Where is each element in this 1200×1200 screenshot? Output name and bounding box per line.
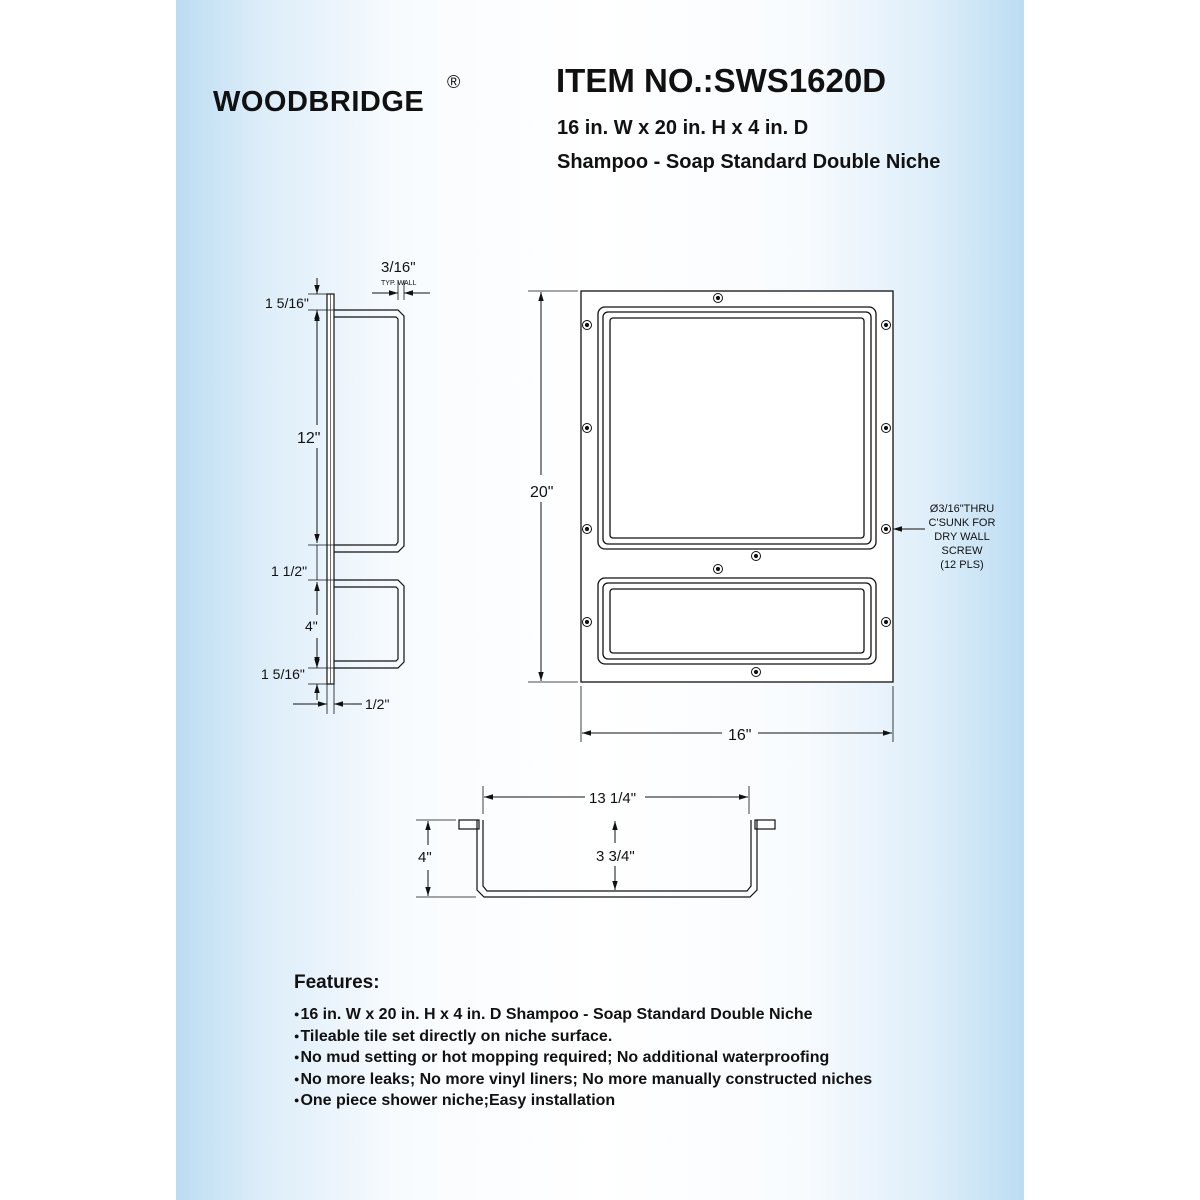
- brand-logo: WOODBRIDGE: [213, 86, 425, 118]
- lower-shelf-label: 4": [305, 618, 318, 634]
- screw-hole: [882, 618, 891, 627]
- hole-note: [929, 503, 996, 571]
- screw-hole: [583, 424, 592, 433]
- screw-hole: [714, 565, 723, 574]
- upper-shelf-label: 12": [297, 430, 321, 447]
- height-label: 20": [530, 484, 554, 501]
- svg-text:Ø3/16"THRU: Ø3/16"THRU: [929, 503, 995, 515]
- top-view-dimension-lines: [416, 786, 749, 897]
- screw-hole: [583, 321, 592, 330]
- feature-item: ● No mud setting or hot mopping required; No additional waterproofing: [294, 1047, 872, 1069]
- item-number: ITEM NO.:SWS1620D: [556, 62, 887, 99]
- svg-text:(12 PLS): (12 PLS): [940, 559, 984, 571]
- svg-text:C'SUNK FOR: C'SUNK FOR: [928, 517, 996, 529]
- top-view-labels: [418, 790, 636, 866]
- front-view: [581, 291, 893, 682]
- width-label: 16": [728, 727, 752, 744]
- depth-label: 4": [418, 849, 432, 866]
- screw-hole: [583, 525, 592, 534]
- side-view-dimension-lines: [293, 278, 430, 704]
- feature-item: ● 16 in. W x 20 in. H x 4 in. D Shampoo - Soap Standard Double Niche: [294, 1004, 872, 1026]
- screw-hole: [882, 424, 891, 433]
- flange-depth-label: 1/2": [365, 696, 390, 712]
- features-section: [294, 972, 872, 1112]
- registered-mark: ®: [447, 72, 461, 92]
- side-section-view: [308, 280, 404, 714]
- screw-hole: [714, 294, 723, 303]
- feature-item: ● No more leaks; No more vinyl liners; No more manually constructed niches: [294, 1069, 872, 1091]
- screw-hole: [882, 321, 891, 330]
- feature-item: ● One piece shower niche;Easy installation: [294, 1090, 872, 1112]
- inner-depth-label: 3 3/4": [596, 848, 635, 865]
- divider-label: 1 1/2": [271, 563, 308, 579]
- svg-text:DRY WALL: DRY WALL: [934, 531, 990, 543]
- screw-hole: [752, 552, 761, 561]
- features-title: Features:: [294, 972, 380, 993]
- product-description: Shampoo - Soap Standard Double Niche: [557, 151, 941, 173]
- wall-thickness-label: 3/16": [381, 259, 416, 276]
- screw-hole: [882, 525, 891, 534]
- screw-hole: [583, 618, 592, 627]
- bottom-flange-label: 1 5/16": [261, 666, 305, 682]
- product-dimensions: 16 in. W x 20 in. H x 4 in. D: [557, 117, 809, 139]
- side-view-labels: [261, 259, 417, 712]
- feature-item: ● Tileable tile set directly on niche surface.: [294, 1026, 872, 1048]
- svg-text:SCREW: SCREW: [941, 545, 983, 557]
- top-flange-label: 1 5/16": [265, 295, 309, 311]
- screw-hole: [752, 668, 761, 677]
- features-list: [294, 1004, 872, 1112]
- wall-note-label: TYP. WALL: [381, 280, 417, 287]
- inner-width-label: 13 1/4": [589, 790, 637, 807]
